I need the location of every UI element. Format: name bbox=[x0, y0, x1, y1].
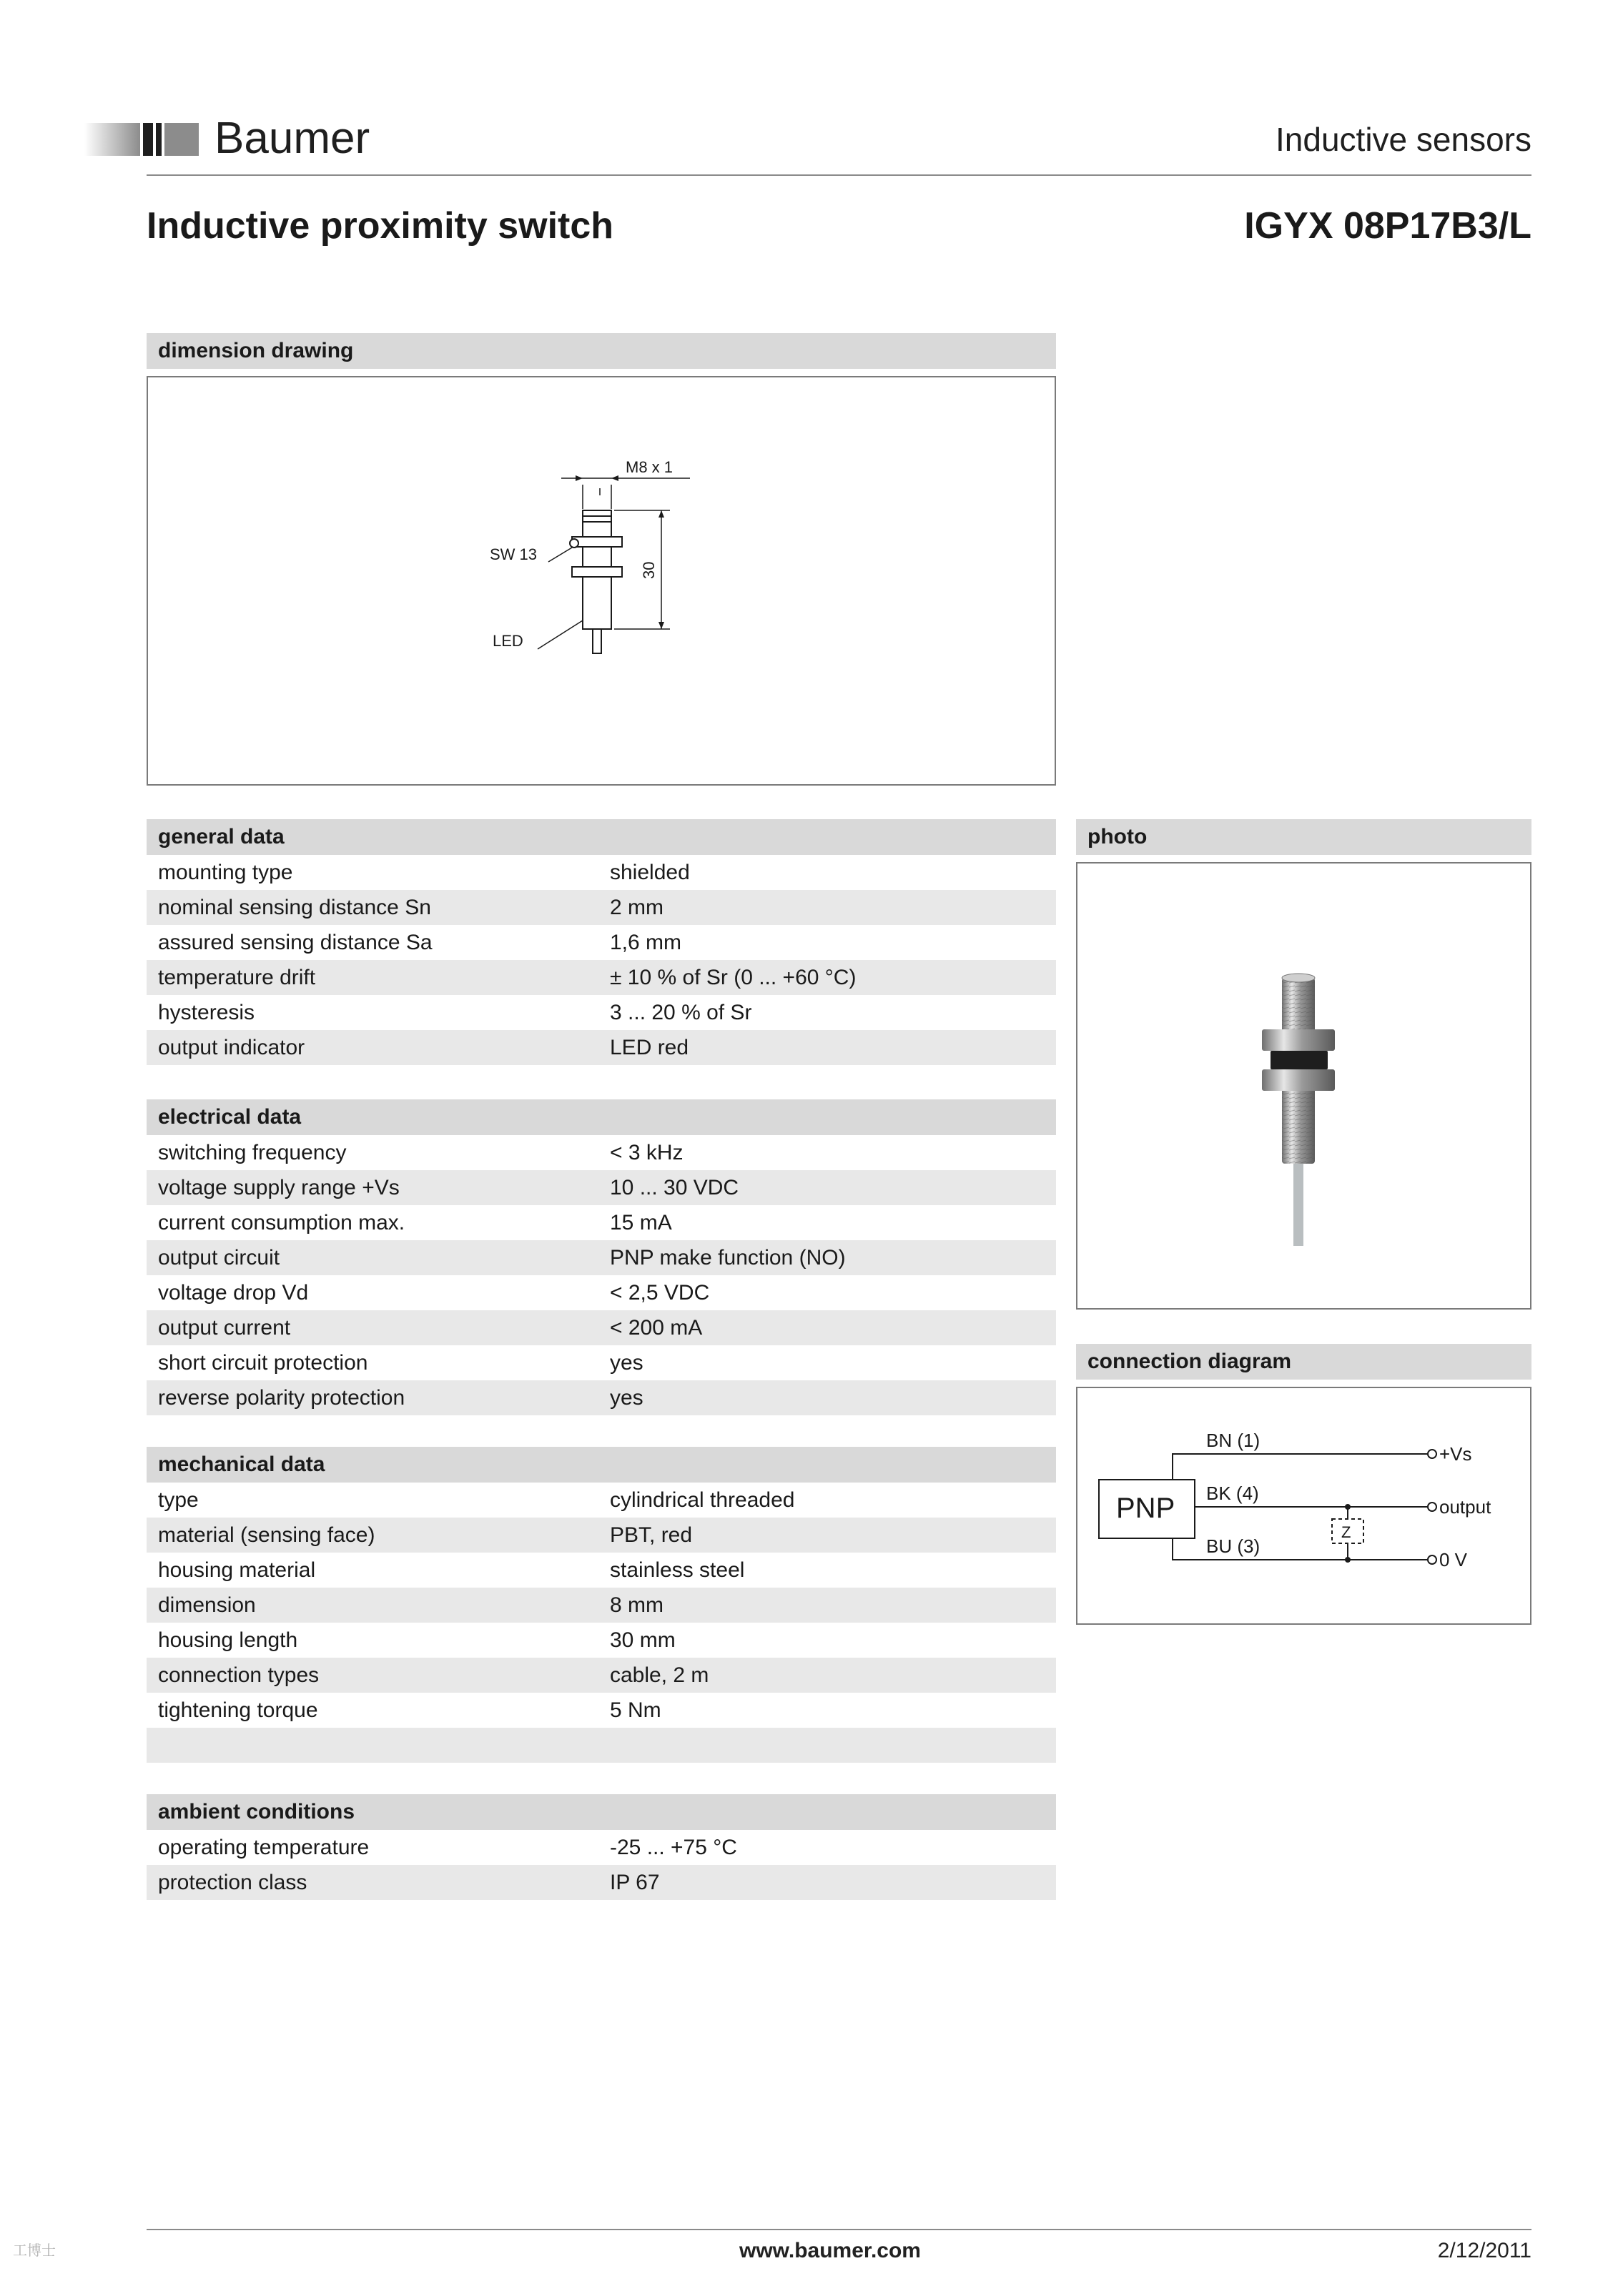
table-row: voltage drop Vd < 2,5 VDC bbox=[158, 1280, 710, 1305]
section-electrical-data: electrical data bbox=[147, 1099, 1056, 1135]
footer-divider bbox=[147, 2229, 1531, 2230]
table-row: assured sensing distance Sa 1,6 mm bbox=[158, 930, 682, 954]
table-row: mounting type shielded bbox=[158, 860, 690, 884]
thread-label: M8 x 1 bbox=[626, 458, 674, 476]
wrench-size-label: SW 13 bbox=[490, 545, 538, 563]
ambient-conditions-table bbox=[147, 1830, 1056, 1900]
model-number: IGYX 08P17B3/L bbox=[1244, 205, 1531, 247]
brand-name: Baumer bbox=[214, 114, 370, 163]
table-row: protection class IP 67 bbox=[147, 1865, 1056, 1900]
section-general-data: general data bbox=[147, 819, 1056, 855]
mechanical-data-table bbox=[147, 1483, 1056, 1763]
table-row bbox=[147, 1728, 1056, 1763]
section-dimension-drawing: dimension drawing bbox=[147, 333, 1056, 369]
wire-bk-label: BK (4) bbox=[1206, 1483, 1259, 1504]
table-row: connection types cable, 2 m bbox=[147, 1658, 1056, 1693]
terminal-0v-label: 0 V bbox=[1439, 1549, 1468, 1570]
table-row: output current < 200 mA bbox=[147, 1310, 1056, 1345]
section-photo: photo bbox=[1076, 819, 1531, 855]
load-label: Z bbox=[1341, 1523, 1351, 1541]
product-photo-frame bbox=[1076, 862, 1531, 1310]
table-row: voltage supply range +Vs 10 ... 30 VDC bbox=[147, 1170, 1056, 1205]
dimension-drawing bbox=[148, 377, 1055, 784]
header-divider bbox=[147, 174, 1531, 176]
table-row: temperature drift ± 10 % of Sr (0 ... +60 °C) bbox=[147, 960, 1056, 995]
sensor-photo bbox=[1077, 864, 1530, 1308]
footer-website-link[interactable]: www.baumer.com bbox=[739, 2239, 921, 2262]
table-row: material (sensing face) PBT, red bbox=[147, 1518, 1056, 1553]
table-row: dimension 8 mm bbox=[147, 1588, 1056, 1623]
electrical-data-table bbox=[147, 1135, 1056, 1415]
wiring-diagram bbox=[1077, 1388, 1530, 1623]
table-row: switching frequency < 3 kHz bbox=[158, 1140, 684, 1164]
led-label: LED bbox=[493, 632, 523, 650]
watermark: 工博士 bbox=[13, 2243, 56, 2259]
connection-diagram-frame bbox=[1076, 1387, 1531, 1625]
dimension-drawing-frame bbox=[147, 376, 1056, 786]
section-ambient-conditions: ambient conditions bbox=[147, 1794, 1056, 1830]
table-row: tightening torque 5 Nm bbox=[158, 1698, 661, 1722]
table-row: current consumption max. 15 mA bbox=[158, 1210, 672, 1234]
section-connection-diagram: connection diagram bbox=[1076, 1344, 1531, 1380]
page-title: Inductive proximity switch bbox=[147, 205, 614, 247]
table-row: operating temperature -25 ... +75 °C bbox=[158, 1835, 737, 1859]
pnp-block-label: PNP bbox=[1116, 1493, 1175, 1524]
table-row: nominal sensing distance Sn 2 mm bbox=[147, 890, 1056, 925]
section-mechanical-data: mechanical data bbox=[147, 1447, 1056, 1483]
table-row: housing material stainless steel bbox=[158, 1558, 745, 1582]
table-row: type cylindrical threaded bbox=[158, 1488, 795, 1512]
table-row: hysteresis 3 ... 20 % of Sr bbox=[158, 1000, 752, 1024]
general-data-table bbox=[147, 855, 1056, 1065]
table-row: reverse polarity protection yes bbox=[147, 1380, 1056, 1415]
table-row: output circuit PNP make function (NO) bbox=[147, 1240, 1056, 1275]
baumer-logo-mark bbox=[84, 123, 199, 156]
product-category: Inductive sensors bbox=[1276, 121, 1531, 158]
table-row: housing length 30 mm bbox=[158, 1628, 676, 1652]
footer-date: 2/12/2011 bbox=[1437, 2239, 1531, 2262]
length-label: 30 bbox=[640, 561, 658, 579]
wire-bu-label: BU (3) bbox=[1206, 1535, 1261, 1557]
terminal-output-label: output bbox=[1439, 1496, 1491, 1518]
terminal-vs-label: +Vs bbox=[1439, 1443, 1472, 1465]
table-row: output indicator LED red bbox=[147, 1030, 1056, 1065]
table-row: short circuit protection yes bbox=[158, 1350, 643, 1375]
wire-bn-label: BN (1) bbox=[1206, 1430, 1261, 1451]
